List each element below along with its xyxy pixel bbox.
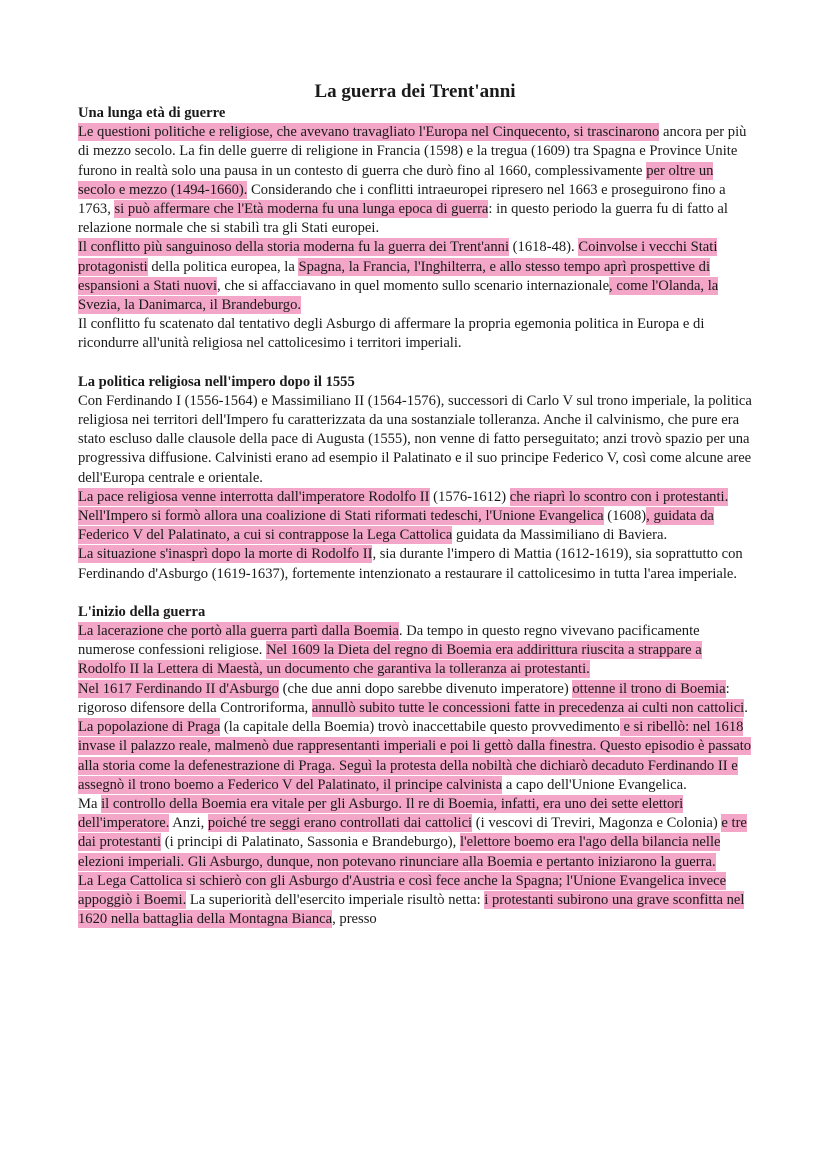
highlighted-text: La popolazione di Praga: [78, 719, 221, 736]
highlighted-text: Nel 1609 la Dieta del regno di Boemia era addirittura riuscita a strappare a Rodolfo II la Lettera di Maestà, un documento che garantiva la tolleranza ai protestanti.: [78, 642, 702, 678]
highlighted-text: La situazione s'inasprì dopo la morte di Rodolfo II: [78, 546, 373, 563]
text-run: Considerando che i conflitti intraeuropei ripresero nel 1663 e proseguirono fino a 1763,: [78, 181, 726, 218]
highlighted-text: i protestanti subirono una grave sconfitta nel 1620 nella battaglia della Montagna Bianca: [78, 891, 745, 928]
highlighted-text: poiché tre seggi erano controllati dai cattolici: [207, 815, 473, 832]
section: [78, 104, 752, 354]
text-run: (1576-1612): [429, 488, 510, 505]
document-page: [78, 80, 752, 929]
text-run: a capo dell'Unione Evangelica.: [502, 776, 687, 793]
text-run: Anzi,: [169, 815, 208, 832]
highlighted-text: Spagna, la Francia, l'Inghilterra, e allo stesso tempo aprì prospettive di espansioni a Stati nuovi: [78, 258, 711, 294]
highlighted-text: , guidata da Federico V del Palatinato, a cui si contrappose la Lega Cattolica: [78, 508, 714, 544]
highlighted-text: Nel 1617 Ferdinando II d'Asburgo: [78, 680, 279, 697]
paragraph: [78, 488, 752, 546]
paragraph: [78, 545, 752, 583]
paragraph: [78, 392, 752, 488]
section-heading: Una lunga età di guerre: [78, 105, 226, 121]
paragraph: [78, 680, 752, 795]
paragraph: [78, 622, 752, 680]
text-run: La superiorità dell'esercito imperiale risultò netta:: [186, 891, 485, 908]
paragraph: [78, 795, 752, 872]
text-run: , sia durante l'impero di Mattia (1612-1619), sia soprattutto con Ferdinando d'Asburgo (1619-1637), fortemente intenzionato a restaurare il cattolicesimo in tutta l'area imperiale.: [78, 546, 743, 582]
text-run: Il conflitto fu scatenato dal tentativo degli Asburgo di affermare la propria egemonia politica in Europa e di ricondurre all'unità religiosa nel cattolicesimo i territori imperiali.: [78, 316, 705, 352]
section: [78, 373, 752, 584]
text-run: (la capitale della Boemia) trovò inaccettabile questo provvedimento: [220, 719, 620, 736]
highlighted-text: La lacerazione che portò alla guerra partì dalla Boemia: [78, 623, 399, 640]
highlighted-text: annullò subito tutte le concessioni fatte in precedenza ai culti non cattolici: [311, 699, 745, 716]
document-title: La guerra dei Trent'anni: [314, 81, 516, 102]
text-run: (che due anni dopo sarebbe divenuto imperatore): [278, 680, 573, 697]
text-run: , presso: [332, 911, 377, 928]
highlighted-text: e tre dai protestanti: [78, 815, 747, 851]
highlighted-text: si può affermare che l'Età moderna fu una lunga epoca di guerra: [114, 201, 489, 218]
text-run: (i principi di Palatinato, Sassonia e Brandeburgo),: [161, 834, 460, 851]
document-body: [78, 104, 752, 929]
highlighted-text: Il conflitto più sanguinoso della storia moderna fu la guerra dei Trent'anni: [78, 239, 510, 256]
highlighted-text: per oltre un secolo e mezzo (1494-1660).: [78, 162, 714, 198]
highlighted-text: ottenne il trono di Boemia: [572, 680, 726, 697]
highlighted-text: l'elettore boemo era l'ago della bilancia nelle elezioni imperiali. Gli Asburgo, dunque, non potevano rinunciare alla Boemia e pertanto iniziarono la guerra.: [78, 834, 721, 870]
text-run: : rigoroso difensore della Controriforma,: [78, 680, 730, 716]
highlighted-text: che riaprì lo scontro con i protestanti. Nell'Impero si formò allora una coalizione di Stati riformati tedeschi, l'Unione Evangelica: [78, 488, 729, 525]
section-heading: L'inizio della guerra: [78, 603, 206, 620]
highlighted-text: La pace religiosa venne interrotta dall'imperatore Rodolfo II: [78, 488, 430, 505]
section: [78, 603, 752, 929]
text-run: Con Ferdinando I (1556-1564) e Massimiliano II (1564-1576), successori di Carlo V sul trono imperiale, la politica religiosa nei territori dell'Impero fu caratterizzata da una sostanziale tolleranza. Anche il calvinismo, che pure era stato escluso dalle clausole della pace di Augusta (1555), non venne di fatto perseguitato; anzi trovò spazio per una progressiva diffusione. Calvinisti erano ad esempio il Palatinato e il suo principe Federico V, così come alcune aree dell'Europa centrale e orientale.: [78, 392, 752, 486]
highlighted-text: e si ribellò: nel 1618 invase il palazzo reale, malmenò due rappresentanti imperiali e poi li gettò dalla finestra. Questo episodio è passato alla storia come la defenestrazione di Praga. Seguì la protesta della nobiltà che dichiarò decaduto Ferdinando II e assegnò il trono boemo a Federico V del Palatinato, il principe calvinista: [78, 719, 752, 793]
highlighted-text: La Lega Cattolica si schierò con gli Asburgo d'Austria e così fece anche la Spagna; l'Unione Evangelica invece appoggiò i Boemi.: [78, 872, 727, 908]
highlighted-text: il controllo della Boemia era vitale per gli Asburgo. Il re di Boemia, infatti, era uno dei sette elettori dell'imperatore.: [78, 795, 684, 832]
text-run: : in questo periodo la guerra fu di fatto al relazione normale che si stabilì tra gli Stati europei.: [78, 201, 728, 237]
paragraph: [78, 238, 752, 315]
text-run: Ma: [78, 795, 102, 812]
paragraph: [78, 872, 752, 930]
paragraph: [78, 123, 752, 238]
text-run: . Da tempo in questo regno vivevano pacificamente numerose confessioni religiose.: [78, 623, 700, 659]
section-heading: La politica religiosa nell'impero dopo il 1555: [78, 373, 355, 390]
highlighted-text: , come l'Olanda, la Svezia, la Danimarca, il Brandeburgo.: [78, 277, 719, 314]
text-run: (i vescovi di Treviri, Magonza e Colonia): [472, 815, 722, 832]
text-run: (1608): [603, 508, 647, 525]
highlighted-text: Coinvolse i vecchi Stati protagonisti: [78, 239, 718, 275]
highlighted-text: Le questioni politiche e religiose, che avevano travagliato l'Europa nel Cinquecento, si trascinarono: [78, 124, 660, 141]
text-run: guidata da Massimiliano di Baviera.: [452, 527, 668, 544]
text-run: della politica europea, la: [147, 258, 299, 275]
text-run: (1618-48).: [509, 239, 579, 256]
paragraph: [78, 315, 752, 353]
text-run: .: [744, 699, 748, 716]
text-run: , che si affacciavano in quel momento sullo scenario internazionale: [217, 277, 610, 294]
text-run: ancora per più di mezzo secolo. La fin delle guerre di religione in Francia (1598) e la tregua (1609) tra Spagna e Province Unite furono in realtà solo una pausa in un contesto di guerra che durò fino al 1660, complessivamente: [78, 124, 747, 179]
